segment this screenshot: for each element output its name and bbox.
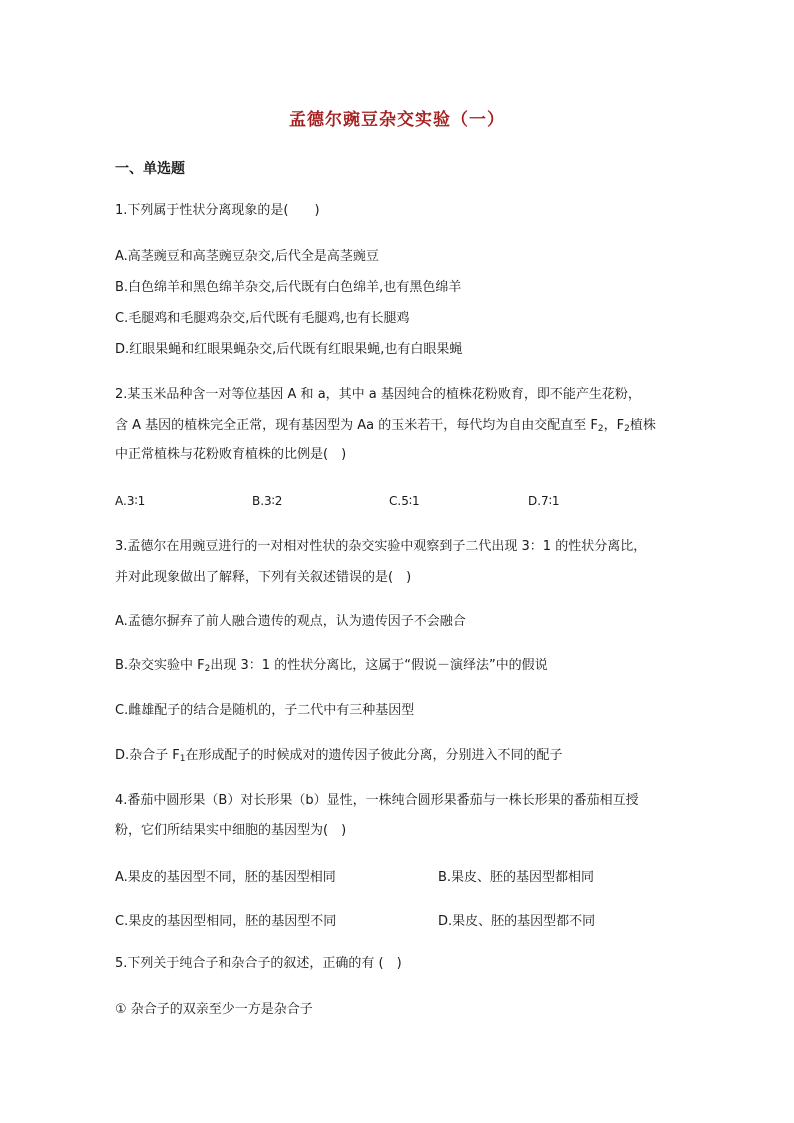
question-1-stem: 1.下列属于性状分离现象的是( ): [115, 203, 320, 218]
subscript: 2: [597, 424, 604, 434]
option-text: 在形成配子的时候成对的遗传因子彼此分离，分别进入不同的配子: [185, 748, 563, 763]
question-4-line-1: 4.番茄中圆形果（B）对长形果（b）显性，一株纯合圆形果番茄与一株长形果的番茄相互授: [115, 793, 639, 808]
question-2-option-d: D.7∶1: [528, 494, 560, 508]
question-4-line-2: 粉，它们所结果实中细胞的基因型为( ): [115, 823, 347, 838]
question-1-option-c: C.毛腿鸡和毛腿鸡杂交,后代既有毛腿鸡,也有长腿鸡: [115, 311, 410, 326]
document-title: 孟德尔豌豆杂交实验（一）: [289, 110, 505, 130]
question-4-option-c: C.果皮的基因型相同，胚的基因型不同: [115, 914, 337, 929]
question-3-option-d: [115, 747, 563, 768]
question-2-option-b: B.3∶2: [252, 494, 283, 508]
option-text: D.杂合子 F: [115, 748, 180, 763]
question-2-line-2-text: 含 A 基因的植株完全正常，现有基因型为 Aa 的玉米若干，每代均为自由交配直至 F: [115, 418, 598, 433]
option-text: B.杂交实验中 F: [115, 658, 205, 673]
question-3-line-1: 3.孟德尔在用豌豆进行的一对相对性状的杂交实验中观察到子二代出现 3：1 的性状分离比，: [115, 539, 647, 554]
question-2-line-1: 2.某玉米品种含一对等位基因 A 和 a，其中 a 基因纯合的植株花粉败育，即不能产生花粉，: [115, 387, 641, 402]
question-3-option-b: [115, 657, 548, 678]
question-3-option-a: A.孟德尔摒弃了前人融合遗传的观点，认为遗传因子不会融合: [115, 614, 466, 629]
question-5-stem: 5.下列关于纯合子和杂合子的叙述，正确的有 ( ): [115, 956, 402, 971]
question-4-option-d: D.果皮、胚的基因型都不同: [438, 914, 596, 929]
question-2-line-2-text: ，F: [603, 418, 625, 433]
question-2-option-a: A.3∶1: [115, 494, 146, 508]
question-5-item-1: ① 杂合子的双亲至少一方是杂合子: [115, 1002, 313, 1017]
subscript: 1: [179, 754, 186, 764]
question-2-line-2-text: 植株: [629, 418, 656, 433]
question-1-option-a: A.高茎豌豆和高茎豌豆杂交,后代全是高茎豌豆: [115, 249, 379, 264]
question-2-line-3: 中正常植株与花粉败育植株的比例是( ): [115, 447, 347, 462]
subscript: 2: [204, 664, 211, 674]
question-3-option-c: C.雌雄配子的结合是随机的，子二代中有三种基因型: [115, 703, 415, 718]
question-1-option-b: B.白色绵羊和黑色绵羊杂交,后代既有白色绵羊,也有黑色绵羊: [115, 280, 462, 295]
question-4-option-b: B.果皮、胚的基因型都相同: [438, 870, 595, 885]
section-heading: 一、单选题: [115, 161, 185, 177]
question-2-option-c: C.5∶1: [389, 494, 420, 508]
question-4-option-a: A.果皮的基因型不同，胚的基因型相同: [115, 870, 336, 885]
question-3-line-2: 并对此现象做出了解释，下列有关叙述错误的是( ): [115, 570, 412, 585]
question-2-line-2: [115, 417, 656, 438]
subscript: 2: [624, 424, 630, 434]
question-1-option-d: D.红眼果蝇和红眼果蝇杂交,后代既有红眼果蝇,也有白眼果蝇: [115, 342, 463, 357]
option-text: 出现 3：1 的性状分离比，这属于“假说－演绎法”中的假说: [210, 658, 548, 673]
